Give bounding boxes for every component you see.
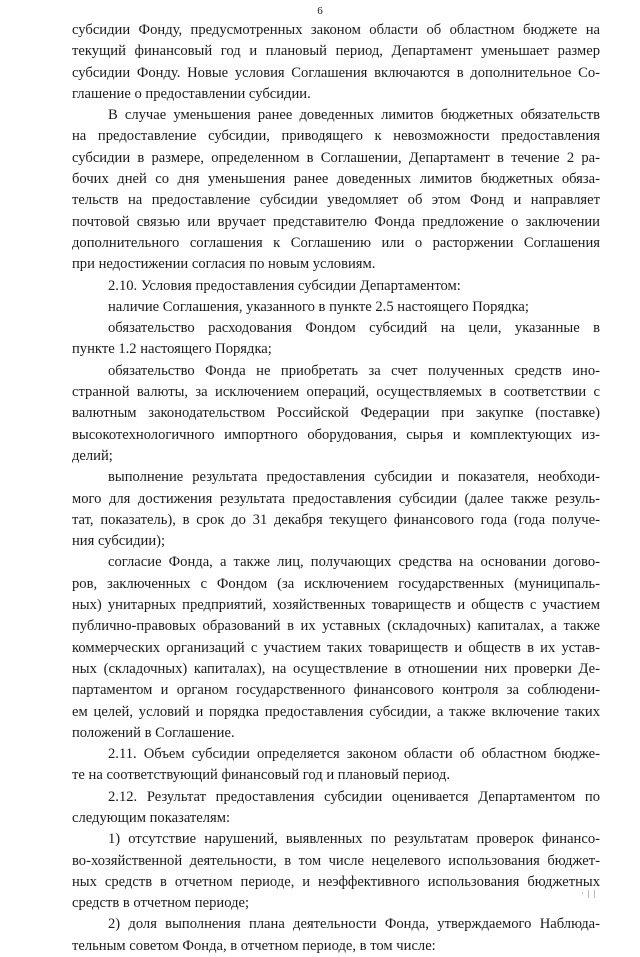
text-line: В случае уменьшения ранее доведенных лимитов бюджетных обязательств bbox=[108, 107, 600, 124]
text-line: пункте 1.2 настоящего Порядка; bbox=[72, 341, 272, 358]
text-line: ния субсидии); bbox=[72, 533, 166, 550]
text-line: 1) отсутствие нарушений, выявленных по результатам проверок финансо- bbox=[108, 831, 600, 848]
text-line: средств в отчетном периоде; bbox=[72, 895, 250, 912]
text-line: странной валюты, за исключением операций, осуществляемых в соответствии с bbox=[72, 384, 600, 401]
text-line: тельным советом Фонда, в отчетном периоде, в том числе: bbox=[72, 937, 436, 954]
text-line: субсидии Фонду, предусмотренных законом области об областном бюджете на bbox=[72, 22, 600, 38]
scan-mark: · | | bbox=[581, 889, 596, 898]
text-line: тат, показатель), в срок до 31 декабря текущего финансового года (года получе- bbox=[72, 511, 600, 528]
text-line: 2.10. Условия предоставления субсидии Департаментом: bbox=[108, 277, 461, 294]
text-line: публично-правовых образований в их уставных (складочных) капиталах, а также bbox=[72, 618, 600, 635]
text-line: валютным законодательством Российской Федерации при закупке (поставке) bbox=[72, 405, 600, 422]
text-line: ных средств в отчетном периоде, и неэффективного использования бюджетных bbox=[72, 873, 600, 890]
text-line: бочих дней со дня уменьшения ранее доведенных лимитов бюджетных обяза- bbox=[72, 171, 600, 188]
text-line: субсидии в размере, определенном в Соглашении, Департамент в течение 2 ра- bbox=[72, 149, 600, 166]
text-line: тельств на предоставление субсидии уведомляет об этом Фонд и направляет bbox=[72, 192, 600, 209]
text-line: 2.12. Результат предоставления субсидии оценивается Департаментом по bbox=[108, 788, 600, 805]
text-line: глашение о предоставлении субсидии. bbox=[72, 85, 311, 102]
text-line: почтовой связью или вручает представителю Фонда предложение о заключении bbox=[72, 213, 600, 230]
text-line: ем целей, условий и порядка предоставления субсидии, а также включение таких bbox=[72, 703, 600, 720]
text-line: следующим показателям: bbox=[72, 809, 231, 826]
text-line: ных) унитарных предприятий, хозяйственных товариществ и обществ с участием bbox=[72, 597, 600, 614]
text-line: во-хозяйственной деятельности, в том числе нецелевого использования бюджет- bbox=[72, 852, 600, 869]
text-line: мого для достижения результата предоставления субсидии (далее также резуль- bbox=[72, 490, 600, 507]
text-line: субсидии Фонду. Новые условия Соглашения включаются в дополнительное Со- bbox=[72, 64, 600, 81]
page-number: 6 bbox=[317, 5, 323, 17]
text-line: согласие Фонда, а также лиц, получающих средства на основании догово- bbox=[108, 554, 600, 571]
text-line: при недостижении согласия по новым условиям. bbox=[72, 256, 376, 273]
text-line: положений в Соглашение. bbox=[72, 724, 235, 741]
text-line: дополнительного соглашения к Соглашению или о расторжении Соглашения bbox=[72, 234, 600, 251]
text-line: высокотехнологичного импортного оборудования, сырья и комплектующих из- bbox=[72, 426, 600, 443]
text-line: партаментом и органом государственного финансового контроля за соблюдени- bbox=[72, 682, 600, 699]
text-line: наличие Соглашения, указанного в пункте 2.5 настоящего Порядка; bbox=[108, 298, 529, 315]
text-line: делий; bbox=[72, 447, 113, 464]
text-line: коммерческих организаций с участием таких товариществ и обществ в их устав- bbox=[72, 639, 600, 656]
text-line: обязательство расходования Фондом субсидий на цели, указанные в bbox=[108, 320, 600, 337]
document-body bbox=[72, 20, 600, 957]
text-line: ров, заключенных с Фондом (за исключением государственных (муниципаль- bbox=[72, 575, 600, 592]
text-line: текущий финансовый год и плановый период, Департамент уменьшает размер bbox=[72, 43, 600, 60]
text-line: ных (складочных) капиталах), на осуществление в отношении них проверки Де- bbox=[72, 660, 600, 677]
text-line: те на соответствующий финансовый год и плановый период. bbox=[72, 767, 450, 784]
text-line: 2) доля выполнения плана деятельности Фонда, утверждаемого Наблюда- bbox=[108, 916, 600, 933]
text-line: на предоставление субсидии, приводящего к невозможности предоставления bbox=[72, 128, 600, 145]
text-line: 2.11. Объем субсидии определяется законом области об областном бюдже- bbox=[108, 746, 600, 763]
text-line: обязательство Фонда не приобретать за счет полученных средств ино- bbox=[108, 362, 600, 379]
text-line: выполнение результата предоставления субсидии и показателя, необходи- bbox=[108, 469, 600, 486]
